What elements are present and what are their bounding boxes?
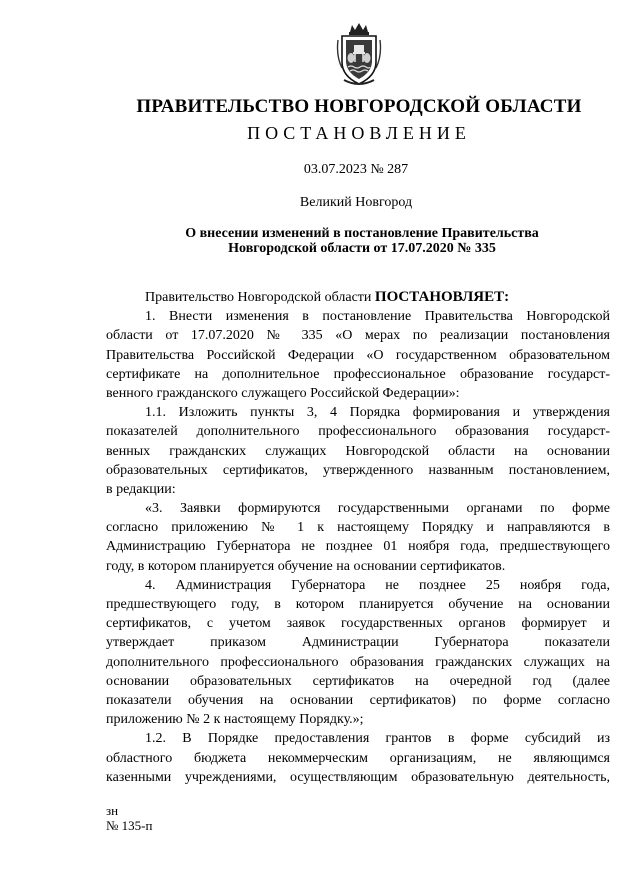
body-line: Правительства Российской Федерации «О государственном образовательном [106, 347, 610, 363]
body-line: основании образовательных сертификатов на очередной год (далее [106, 673, 610, 689]
body-line: приложению № 2 к настоящему Порядку.»; [106, 712, 364, 728]
body-line: казенными учреждениями, осуществляющим образовательную деятельность, [106, 769, 610, 785]
document-body [106, 288, 610, 787]
body-line: 1. Внести изменения в постановление Правительства Новгородской [145, 309, 610, 325]
body-line: утверждает приказом Администрации Губернатора показатели [106, 635, 610, 651]
body-line: в редакции: [106, 481, 176, 497]
document-footer [106, 803, 152, 833]
body-line: области от 17.07.2020 № 335 «О мерах по реализации постановления [106, 328, 610, 344]
intro-bold-text: ПОСТАНОВЛЯЕТ: [374, 289, 510, 305]
document-type: ПОСТАНОВЛЕНИЕ [247, 123, 471, 143]
body-line: показатели обучения на основании сертификатов) по форме согласно [106, 692, 610, 708]
body-line: сертификатов, с учетом заявок государственных органов формирует и [106, 616, 610, 632]
document-subject [0, 226, 640, 256]
intro-text: Правительство Новгородской области [145, 290, 375, 305]
body-line: областного бюджета некоммерческим организациям, не являющимся [106, 750, 610, 766]
body-line: году, в котором планируется обучение на основании сертификатов. [106, 558, 506, 574]
body-line: показателей дополнительного профессионального образования государст- [106, 424, 610, 440]
body-line: образовательных сертификатов, утвержденного названным постановлением, [106, 462, 610, 478]
body-line: Администрацию Губернатора не позднее 01 ноября года, предшествующего [106, 539, 610, 555]
body-line: 1.2. В Порядке предоставления грантов в форме субсидий из [145, 731, 610, 747]
coat-of-arms-icon [336, 22, 382, 88]
government-title: ПРАВИТЕЛЬСТВО НОВГОРОДСКОЙ ОБЛАСТИ [136, 96, 582, 117]
body-line: сертификате на дополнительное профессиональное образование государст- [106, 366, 610, 382]
body-line: предшествующего году, в котором планируется обучение на основании [106, 597, 610, 612]
subject-line-2: Новгородской области от 17.07.2020 № 335 [228, 241, 496, 256]
footer-doc-code: № 135-п [106, 818, 153, 833]
document-city: Великий Новгород [299, 195, 413, 210]
body-line: 1.1. Изложить пункты 3, 4 Порядка формирования и утверждения [145, 405, 610, 421]
body-line: «3. Заявки формируются государственными органами по форме [145, 501, 610, 517]
body-line: согласно приложению № 1 к настоящему Порядку и направляются в [106, 520, 610, 536]
footer-initials: зн [106, 803, 119, 818]
intro-line [106, 288, 610, 307]
body-line: 4. Администрация Губернатора не позднее 25 ноября года, [145, 577, 610, 593]
subject-line-1: О внесении изменений в постановление Правительства [185, 226, 539, 241]
document-date-number: 03.07.2023 № 287 [303, 162, 409, 177]
body-line: венных гражданских служащих Новгородской области на основании [106, 443, 610, 459]
body-line: венного гражданского служащего Российской Федерации»: [106, 385, 460, 401]
body-line: дополнительного профессионального образования гражданских служащих на [106, 654, 610, 670]
